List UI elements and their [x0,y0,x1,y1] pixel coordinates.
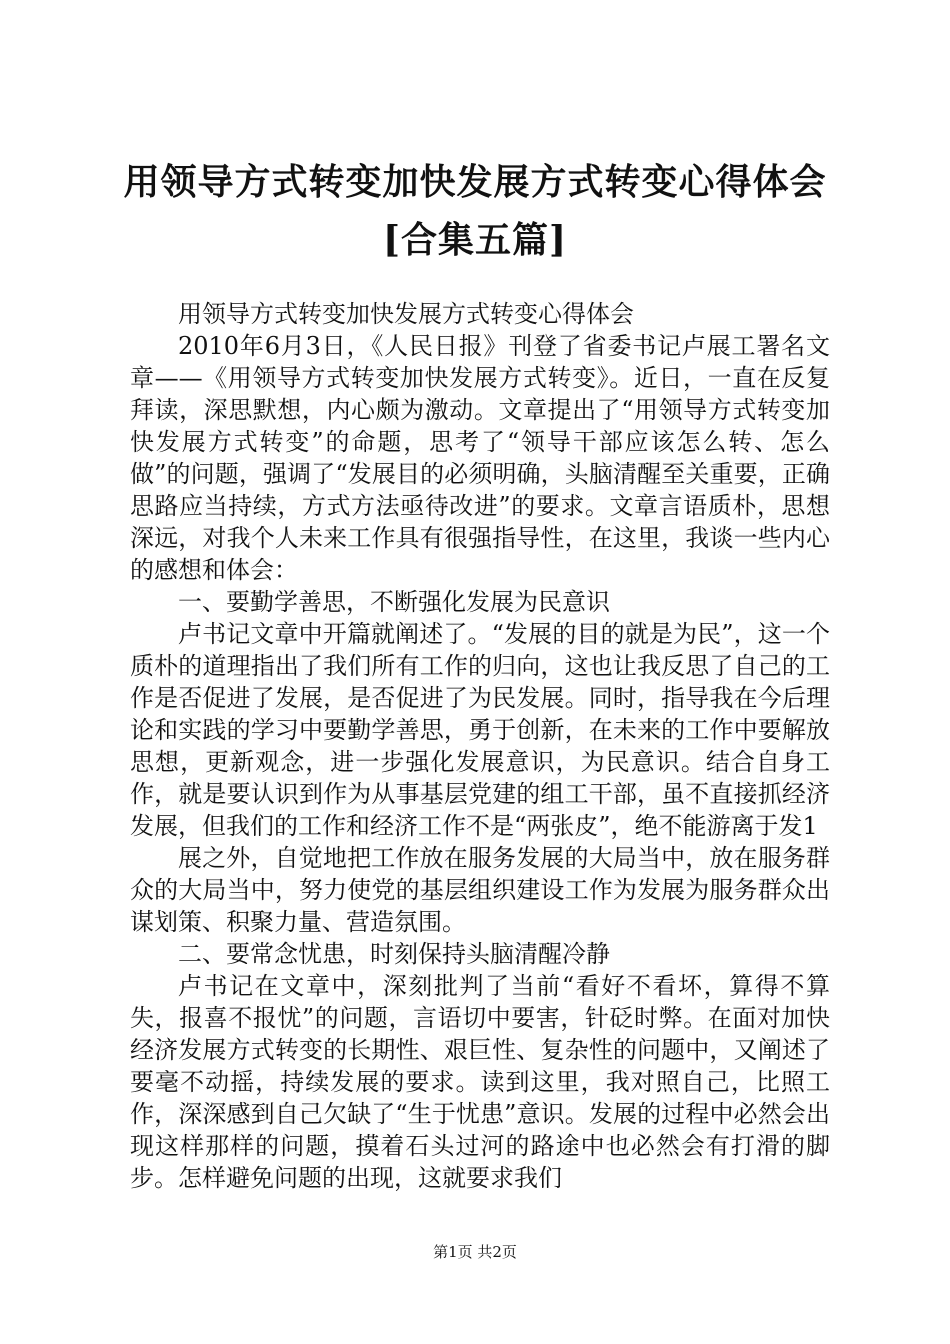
document-title-subtitle: [合集五篇] [382,219,568,261]
document-title: 用领导方式转变加快发展方式转变心得体会 [123,161,827,203]
paragraph: 卢书记文章中开篇就阐述了。“发展的目的就是为民”，这一个质朴的道理指出了我们所有工作的归向，这也让我反思了自己的工作是否促进了发展，是否促进了为民发展。同时，指导我在今后理论和实践的学习中要勤学善思，勇于创新，在未来的工作中要解放思想，更新观念，进一步强化发展意识，为民意识。结合自身工作，就是要认识到作为从事基层党建的组工干部，虽不直接抓经济发展，但我们的工作和经济工作不是“两张皮”，绝不能游离于发1 [130,620,830,840]
page-number-footer: 第1页 共2页 [433,1243,517,1261]
document-body [130,298,830,1194]
paragraph: 展之外，自觉地把工作放在服务发展的大局当中，放在服务群众的大局当中，努力使党的基层组织建设工作为发展为服务群众出谋划策、积聚力量、营造氛围。 [130,844,830,936]
paragraph-heading: 用领导方式转变加快发展方式转变心得体会 [178,300,634,328]
paragraph: 卢书记在文章中，深刻批判了当前“看好不看坏，算得不算失，报喜不报忧”的问题，言语切中要害，针砭时弊。在面对加快经济发展方式转变的长期性、艰巨性、复杂性的问题中，又阐述了要毫不动摇，持续发展的要求。读到这里，我对照自己，比照工作，深深感到自己欠缺了“生于忧患”意识。发展的过程中必然会出现这样那样的问题，摸着石头过河的路途中也必然会有打滑的脚步。怎样避免问题的出现，这就要求我们 [130,972,830,1192]
paragraph: 2010年6月3日，《人民日报》刊登了省委书记卢展工署名文章——《用领导方式转变加快发展方式转变》。近日，一直在反复拜读，深思默想，内心颇为激动。文章提出了“用领导方式转变加快发展方式转变”的命题，思考了“领导干部应该怎么转、怎么做”的问题，强调了“发展目的必须明确，头脑清醒至关重要，正确思路应当持续，方式方法亟待改进”的要求。文章言语质朴，思想深远，对我个人未来工作具有很强指导性，在这里，我谈一些内心的感想和体会： [130,332,830,584]
section-heading: 一、要勤学善思，不断强化发展为民意识 [178,588,610,616]
section-heading: 二、要常念忧患，时刻保持头脑清醒冷静 [178,940,610,968]
